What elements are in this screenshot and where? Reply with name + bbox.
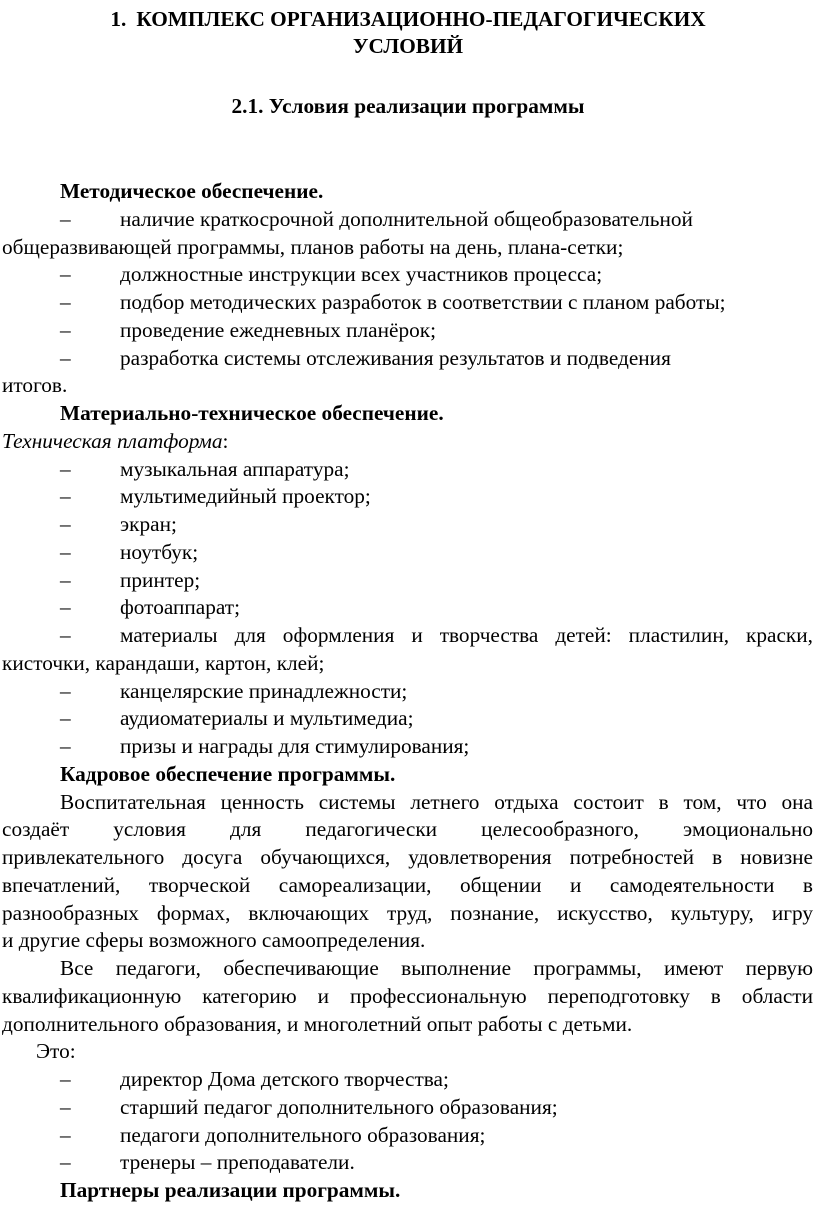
list-item-continuation: кисточки, карандаши, картон, клей; [2, 650, 325, 675]
list-item: – аудиоматериалы и мультимедиа; [2, 705, 813, 733]
list-item: – разработка системы отслеживания результатов и подведения [2, 345, 813, 373]
list-item: – принтер; [2, 567, 813, 595]
dash-bullet: – [60, 512, 71, 536]
dash-bullet: – [60, 456, 71, 481]
document-body [2, 178, 813, 1205]
list-item: – фотоаппарат; [2, 594, 813, 622]
dash-bullet: – [60, 734, 71, 758]
list-item: – подбор методических разработок в соответствии с планом работы; [2, 289, 813, 317]
list-item: – экран; [2, 511, 813, 539]
dash-bullet: – [60, 484, 71, 509]
list-item: – ноутбук; [2, 539, 813, 567]
paragraph-line: Воспитательная ценность системы летнего отдыха состоит в том, что она [60, 789, 813, 814]
methodical-title: Методическое обеспечение. [60, 179, 324, 203]
this-label: Это: [36, 1039, 76, 1064]
main-heading [0, 6, 816, 60]
dash-bullet: – [60, 1094, 71, 1119]
dash-bullet: – [60, 623, 71, 647]
dash-bullet: – [60, 678, 71, 703]
paragraph-line: разнообразных формах, включающих труд, познание, искусство, культуру, игру [2, 900, 813, 925]
dash-bullet: – [60, 539, 71, 564]
dash-bullet: – [60, 1150, 71, 1175]
material-title: Материально-техническое обеспечение. [60, 401, 444, 425]
list-item: – должностные инструкции всех участников процесса; [2, 261, 813, 289]
list-item-continuation: общеразвивающей программы, планов работы на день, плана-сетки; [2, 234, 624, 259]
list-item: – старший педагог дополнительного образования; [2, 1094, 813, 1122]
main-heading-number: 1. [110, 7, 127, 31]
list-item: – наличие краткосрочной дополнительной общеобразовательной [2, 206, 813, 234]
list-item: – призы и награды для стимулирования; [2, 733, 813, 761]
paragraph-line: квалификационную категорию и профессиональную переподготовку в области [2, 983, 813, 1008]
platform-label: Техническая платформа: [2, 428, 229, 453]
list-item: – директор Дома детского творчества; [2, 1066, 813, 1094]
paragraph-line: Все педагоги, обеспечивающие выполнение программы, имеют первую [60, 956, 813, 980]
dash-bullet: – [60, 345, 71, 370]
list-item: – проведение ежедневных планёрок; [2, 317, 813, 345]
main-heading-line2: УСЛОВИЙ [352, 34, 464, 58]
dash-bullet: – [60, 595, 71, 620]
dash-bullet: – [60, 290, 71, 314]
sub-heading: 2.1. Условия реализации программы [231, 94, 585, 118]
list-item: – материалы для оформления и творчества детей: пластилин, краски, [2, 622, 813, 650]
dash-bullet: – [60, 1122, 71, 1147]
list-item-continuation: итогов. [2, 373, 68, 398]
dash-bullet: – [60, 262, 71, 287]
dash-bullet: – [60, 567, 71, 592]
paragraph-line: создаёт условия для педагогически целесообразного, эмоционально [2, 817, 813, 842]
dash-bullet: – [60, 206, 71, 231]
partners-title: Партнеры реализации программы. [60, 1178, 401, 1202]
paragraph-line: впечатлений, творческой самореализации, общении и самодеятельности в [2, 872, 813, 897]
paragraph-line: дополнительного образования, и многолетний опыт работы с детьми. [2, 1011, 633, 1036]
list-item: – тренеры – преподаватели. [2, 1149, 813, 1177]
dash-bullet: – [60, 706, 71, 731]
paragraph-line: и другие сферы возможного самоопределения. [2, 928, 426, 953]
list-item: – канцелярские принадлежности; [2, 678, 813, 706]
list-item: – педагоги дополнительного образования; [2, 1122, 813, 1150]
list-item: – мультимедийный проектор; [2, 483, 813, 511]
list-item: – музыкальная аппаратура; [2, 456, 813, 484]
paragraph-line: привлекательного досуга обучающихся, удовлетворения потребностей в новизне [2, 845, 813, 869]
dash-bullet: – [60, 317, 71, 342]
staff-title: Кадровое обеспечение программы. [60, 761, 396, 786]
main-heading-line1: КОМПЛЕКС ОРГАНИЗАЦИОННО-ПЕДАГОГИЧЕСКИХ [136, 7, 706, 31]
dash-bullet: – [60, 1067, 71, 1091]
